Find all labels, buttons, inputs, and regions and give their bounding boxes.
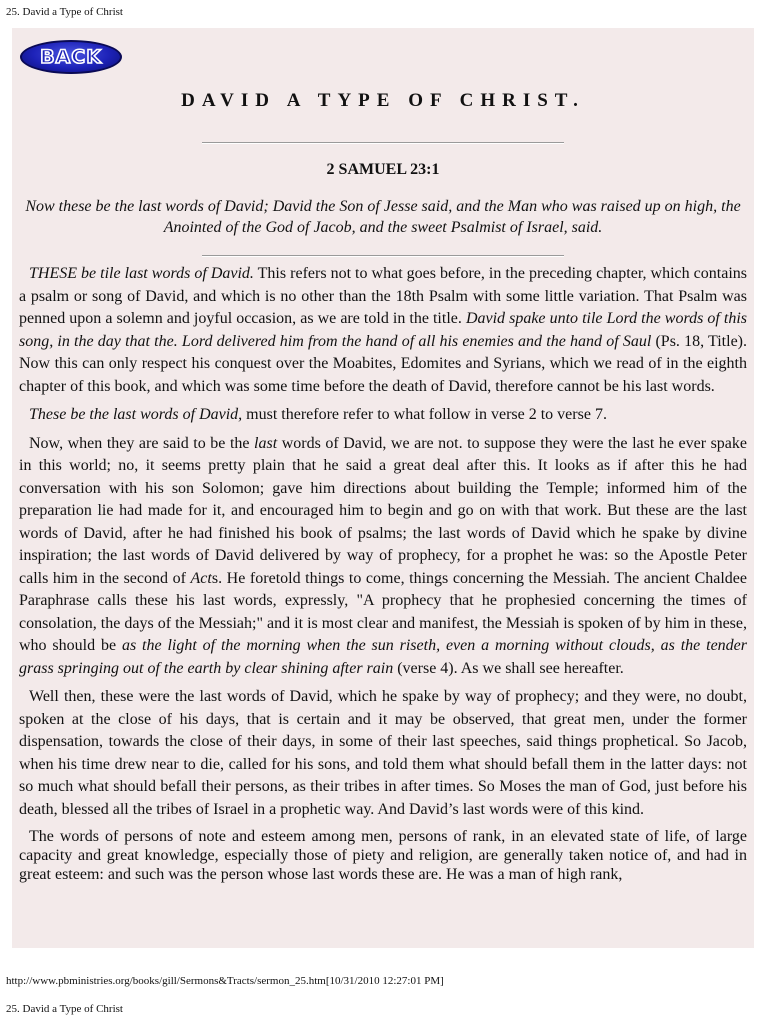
paragraph: The words of persons of note and esteem among men, persons of rank, in an elevated state of life, of large capacity and great knowledge, especially those of piety and religion, are generally taken notice of, and had in great esteem: and such was the person whose last words these are. He was a man of high rank, bbox=[19, 828, 747, 883]
paragraph-text: (verse 4). As we shall see hereafter. bbox=[393, 659, 624, 677]
italic-word: Act bbox=[190, 569, 212, 587]
page-title: DAVID A TYPE OF CHRIST. bbox=[181, 90, 585, 111]
print-header: 25. David a Type of Christ bbox=[6, 6, 123, 18]
sermon-body bbox=[19, 263, 747, 890]
epigraph: Now these be the last words of David; David the Son of Jesse said, and the Man who was raised up on high, the Anointed of the God of Jacob, and the sweet Psalmist of Israel, said. bbox=[25, 198, 741, 236]
divider bbox=[202, 255, 564, 257]
italic-quote: These be the last words of David, bbox=[29, 406, 243, 423]
scripture-reference: 2 SAMUEL 23:1 bbox=[326, 161, 440, 178]
paragraph-text: This refers not to what goes before, in the preceding chapter, which contains a psalm or song of David, and which is no other than the 18th Psalm with some little variation. That Psalm was penned upon a solemn and joyful occasion, as we are told in the title. bbox=[19, 265, 747, 327]
paragraph-text: words of David, we are not. to suppose they were the last he ever spake in this world; no, it seems pretty plain that he said a great deal after this. It looks as if after this he had conversation with his son Solomon; gave him directions about building the Temple; informed him of the preparation lie had made for it, and encouraged him to begin and go on with that work. But these are the last words of David, after he had finished his book of psalms; the last words of David which he spake by divine inspiration; the last words of David delivered by way of prophecy, for a prophet he was: so the Apostle Peter calls him in the second of bbox=[19, 434, 747, 587]
divider bbox=[202, 142, 564, 144]
paragraph-text: s. He foretold things to come, things concerning the Messiah. The ancient Chaldee Paraphrase calls these his last words, expressly, "A prophecy that he prophesied concerning the times of consolation, the days of the Messiah;" and it is most clear and manifest, the Messiah is spoken of by him in these, who should be bbox=[19, 569, 747, 654]
italic-quote: as the light of the morning when the sun riseth, even a morning without clouds, as the tender grass springing out of the earth by clear shining after rain bbox=[19, 637, 748, 677]
paragraph bbox=[19, 404, 747, 427]
paragraph: Well then, these were the last words of David, which he spake by way of prophecy; and they were, no doubt, spoken at the close of his days, that is certain and it may be observed, that great men, under the former dispensation, towards the close of their days, in some of their last speeches, said things prophetical. So Jacob, when his time drew near to die, called for his sons, and told them what should befall them in the latter days: not so much what should befall their persons, as their tribes in after times. So Moses the man of God, just before his death, blessed all the tribes of Israel in a prophetic way. And David’s last words were of this kind. bbox=[19, 688, 747, 818]
back-button-label: BACK bbox=[40, 46, 102, 68]
document-panel bbox=[12, 28, 754, 948]
print-header-next-page: 25. David a Type of Christ bbox=[6, 1003, 123, 1015]
italic-quote: THESE be tile last words of David. bbox=[29, 265, 254, 282]
back-button[interactable] bbox=[20, 40, 122, 74]
paragraph-text: (Ps. 18, Title). Now this can only respect his conquest over the Moabites, Edomites and Syrians, which we read of in the eighth chapter of this book, and which was some time before the death of David, therefore cannot be his last words. bbox=[19, 332, 748, 395]
paragraph bbox=[19, 433, 747, 681]
paragraph-text: Now, when they are said to be the bbox=[29, 434, 255, 452]
print-footer-url: http://www.pbministries.org/books/gill/Sermons&Tracts/sermon_25.htm[10/31/2010 12:27:01 PM] bbox=[6, 975, 444, 987]
paragraph-text: must therefore refer to what follow in verse 2 to verse 7. bbox=[242, 406, 607, 423]
paragraph bbox=[19, 263, 747, 398]
italic-word: last bbox=[254, 434, 278, 452]
italic-quote: David spake unto tile Lord the words of this song, in the day that the. Lord delivered him from the hand of all his enemies and the hand of Saul bbox=[19, 310, 747, 350]
